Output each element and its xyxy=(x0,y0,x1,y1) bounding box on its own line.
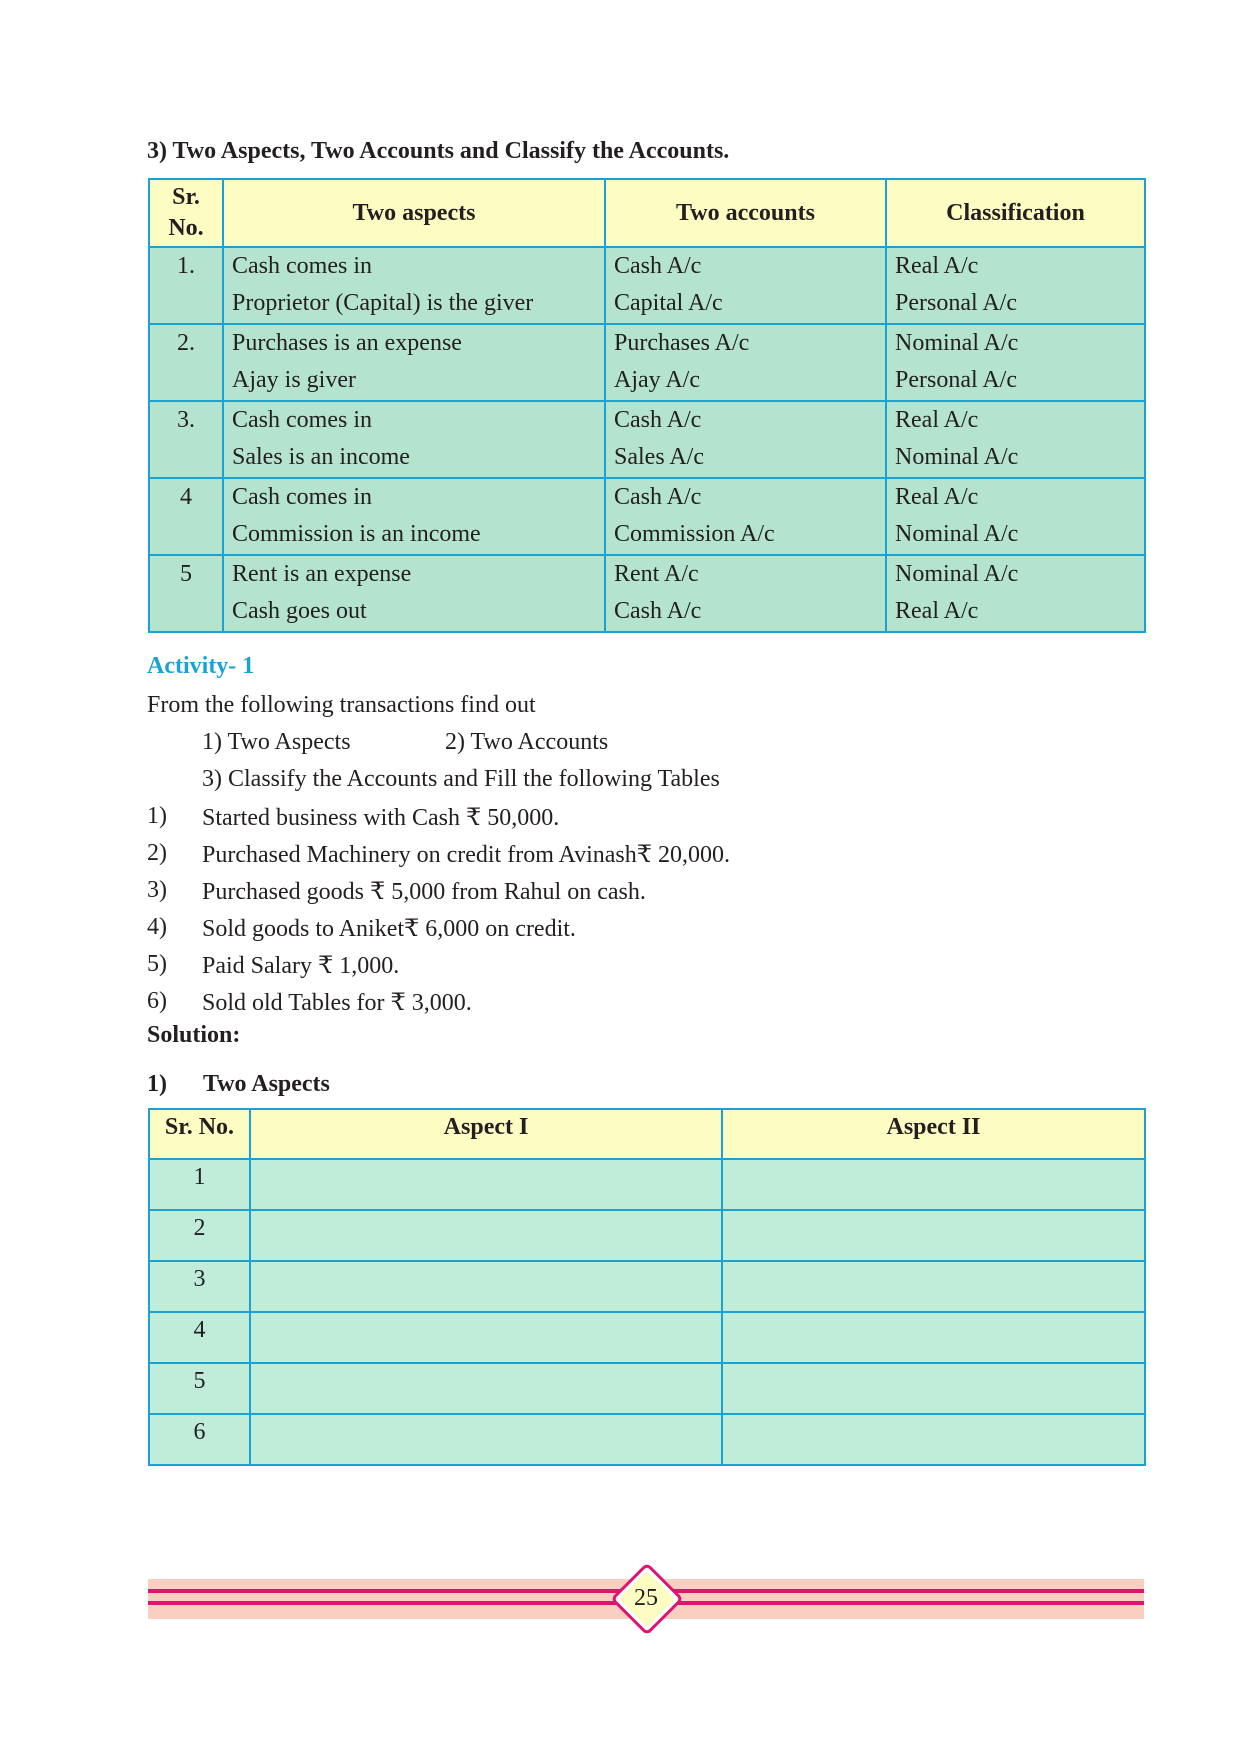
header-two-aspects: Two aspects xyxy=(223,179,605,247)
header-sr-no: Sr. No. xyxy=(149,179,223,247)
transaction-number: 1) xyxy=(147,803,167,829)
table-row xyxy=(149,1312,1145,1363)
transaction-text: Sold old Tables for ₹ 3,000. xyxy=(202,990,472,1016)
aspect-1-cell[interactable] xyxy=(250,1159,722,1210)
sr-cell: 1. xyxy=(149,247,223,324)
aspects-cell: Cash comes in Sales is an income xyxy=(223,401,605,478)
table-header-row xyxy=(149,179,1145,247)
header-two-accounts: Two accounts xyxy=(605,179,886,247)
aspects-cell: Rent is an expense Cash goes out xyxy=(223,555,605,632)
classification-cell: Nominal A/c Personal A/c xyxy=(886,324,1145,401)
classification-cell: Real A/c Personal A/c xyxy=(886,247,1145,324)
transaction-number: 3) xyxy=(147,877,167,903)
page-number: 25 xyxy=(634,1585,658,1611)
transaction-text: Paid Salary ₹ 1,000. xyxy=(202,953,400,979)
transaction-text: Purchased goods ₹ 5,000 from Rahul on cash. xyxy=(202,879,646,905)
subsection-title: Two Aspects xyxy=(203,1071,330,1097)
header-sr-no: Sr. No. xyxy=(149,1109,250,1159)
sr-cell: 2. xyxy=(149,324,223,401)
classification-cell: Real A/c Nominal A/c xyxy=(886,478,1145,555)
activity-title: Activity- 1 xyxy=(147,653,255,679)
accounts-cell: Cash A/c Commission A/c xyxy=(605,478,886,555)
table-row xyxy=(149,478,1145,555)
page-footer xyxy=(148,1579,1144,1619)
task-two-aspects: 1) Two Aspects xyxy=(202,729,351,755)
aspect-1-cell[interactable] xyxy=(250,1261,722,1312)
header-aspect-1: Aspect I xyxy=(250,1109,722,1159)
activity-intro: From the following transactions find out xyxy=(147,692,536,718)
table-row xyxy=(149,1414,1145,1465)
header-aspect-2: Aspect II xyxy=(722,1109,1145,1159)
aspect-2-cell[interactable] xyxy=(722,1414,1145,1465)
transaction-text: Sold goods to Aniket₹ 6,000 on credit. xyxy=(202,916,576,942)
sr-cell: 1 xyxy=(149,1159,250,1210)
solution-label: Solution: xyxy=(147,1022,241,1048)
aspect-2-cell[interactable] xyxy=(722,1261,1145,1312)
table-row xyxy=(149,1159,1145,1210)
table-row xyxy=(149,324,1145,401)
subsection-number: 1) xyxy=(147,1071,167,1097)
classification-cell: Real A/c Nominal A/c xyxy=(886,401,1145,478)
transaction-number: 2) xyxy=(147,840,167,866)
sr-cell: 3. xyxy=(149,401,223,478)
transaction-text: Purchased Machinery on credit from Avinash₹ 20,000. xyxy=(202,842,731,868)
sr-cell: 4 xyxy=(149,1312,250,1363)
aspect-1-cell[interactable] xyxy=(250,1312,722,1363)
sr-cell: 5 xyxy=(149,1363,250,1414)
table-row xyxy=(149,1363,1145,1414)
header-classification: Classification xyxy=(886,179,1145,247)
two-aspects-table xyxy=(148,1108,1146,1466)
aspect-2-cell[interactable] xyxy=(722,1159,1145,1210)
aspects-accounts-table xyxy=(148,178,1146,633)
transaction-number: 4) xyxy=(147,914,167,940)
table-row xyxy=(149,1210,1145,1261)
transaction-number: 5) xyxy=(147,951,167,977)
sr-cell: 6 xyxy=(149,1414,250,1465)
transaction-text: Started business with Cash ₹ 50,000. xyxy=(202,805,560,831)
table-row xyxy=(149,555,1145,632)
section-heading: 3) Two Aspects, Two Accounts and Classify the Accounts. xyxy=(147,138,730,164)
sr-cell: 5 xyxy=(149,555,223,632)
accounts-cell: Cash A/c Sales A/c xyxy=(605,401,886,478)
table-row xyxy=(149,401,1145,478)
table-row xyxy=(149,1261,1145,1312)
aspect-2-cell[interactable] xyxy=(722,1363,1145,1414)
sr-cell: 4 xyxy=(149,478,223,555)
transaction-number: 6) xyxy=(147,988,167,1014)
table-header-row xyxy=(149,1109,1145,1159)
task-two-accounts: 2) Two Accounts xyxy=(445,729,609,755)
aspects-cell: Cash comes in Proprietor (Capital) is the giver xyxy=(223,247,605,324)
aspect-2-cell[interactable] xyxy=(722,1312,1145,1363)
task-classify: 3) Classify the Accounts and Fill the following Tables xyxy=(202,766,720,792)
accounts-cell: Rent A/c Cash A/c xyxy=(605,555,886,632)
aspects-cell: Purchases is an expense Ajay is giver xyxy=(223,324,605,401)
aspect-2-cell[interactable] xyxy=(722,1210,1145,1261)
aspect-1-cell[interactable] xyxy=(250,1210,722,1261)
sr-cell: 2 xyxy=(149,1210,250,1261)
table-row xyxy=(149,247,1145,324)
accounts-cell: Purchases A/c Ajay A/c xyxy=(605,324,886,401)
aspects-cell: Cash comes in Commission is an income xyxy=(223,478,605,555)
sr-cell: 3 xyxy=(149,1261,250,1312)
aspect-1-cell[interactable] xyxy=(250,1363,722,1414)
classification-cell: Nominal A/c Real A/c xyxy=(886,555,1145,632)
aspect-1-cell[interactable] xyxy=(250,1414,722,1465)
accounts-cell: Cash A/c Capital A/c xyxy=(605,247,886,324)
